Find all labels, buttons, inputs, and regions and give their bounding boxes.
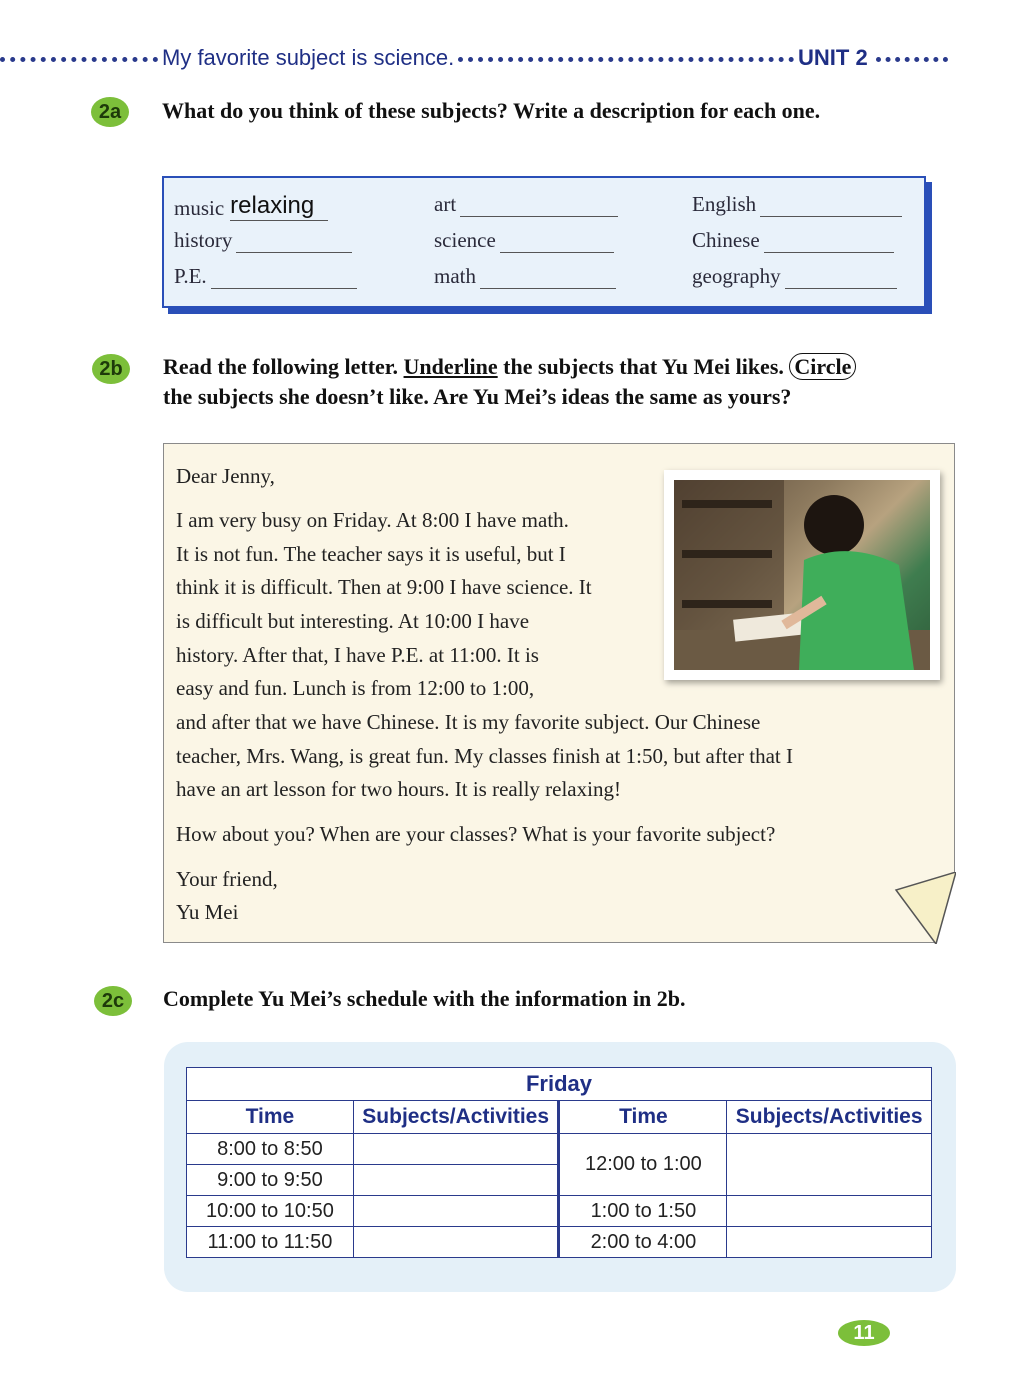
subject-input-cell[interactable] bbox=[353, 1227, 559, 1258]
section-badge-2c: 2c bbox=[94, 986, 132, 1016]
letter-line: and after that we have Chinese. It is my favorite subject. Our Chinese bbox=[176, 710, 761, 734]
subject-english: English bbox=[692, 192, 902, 217]
letter-signature: Yu Mei bbox=[176, 900, 239, 924]
subject-math: math bbox=[434, 264, 616, 289]
answer-line-science[interactable] bbox=[500, 230, 614, 253]
subject-input-cell[interactable] bbox=[353, 1165, 559, 1196]
answer-line-geography[interactable] bbox=[785, 266, 897, 289]
letter-closing: Your friend, bbox=[176, 867, 278, 891]
answer-line-history[interactable] bbox=[236, 230, 352, 253]
subject-input-cell[interactable] bbox=[727, 1134, 932, 1196]
header-dots-right bbox=[876, 57, 948, 62]
photo-frame bbox=[664, 470, 940, 680]
instruction-2a: What do you think of these subjects? Write a description for each one. bbox=[162, 98, 821, 123]
header-time-left: Time bbox=[187, 1101, 354, 1134]
subject-chinese: Chinese bbox=[692, 228, 894, 253]
time-cell: 11:00 to 11:50 bbox=[187, 1227, 354, 1258]
letter-greeting: Dear Jenny, bbox=[176, 464, 275, 488]
header-unit: UNIT 2 bbox=[798, 45, 868, 70]
letter-question: How about you? When are your classes? What is your favorite subject? bbox=[176, 822, 776, 846]
subject-geography: geography bbox=[692, 264, 897, 289]
section-badge-2a: 2a bbox=[91, 97, 129, 127]
letter-line: easy and fun. Lunch is from 12:00 to 1:00, bbox=[176, 676, 535, 700]
instruction-2c: Complete Yu Mei’s schedule with the information in 2b. bbox=[163, 986, 686, 1011]
schedule-table bbox=[186, 1067, 932, 1258]
subject-art: art bbox=[434, 192, 618, 217]
letter-line: It is not fun. The teacher says it is useful, but I bbox=[176, 542, 566, 566]
subject-input-cell[interactable] bbox=[353, 1134, 559, 1165]
instruction-2b: Read the following letter. Underline the subjects that Yu Mei likes. Circle the subjects she doesn’t like. Are Yu Mei’s ideas the same as yours? bbox=[163, 352, 856, 412]
answer-line-art[interactable] bbox=[460, 194, 618, 217]
time-cell: 1:00 to 1:50 bbox=[559, 1196, 727, 1227]
subject-input-cell[interactable] bbox=[353, 1196, 559, 1227]
time-cell: 2:00 to 4:00 bbox=[559, 1227, 727, 1258]
subject-pe: P.E. bbox=[174, 264, 357, 289]
time-cell: 9:00 to 9:50 bbox=[187, 1165, 354, 1196]
subject-science: science bbox=[434, 228, 614, 253]
time-cell: 10:00 to 10:50 bbox=[187, 1196, 354, 1227]
answer-line-english[interactable] bbox=[760, 194, 902, 217]
header-dots-left bbox=[0, 57, 158, 62]
photo-illustration bbox=[674, 480, 930, 670]
answer-line-pe[interactable] bbox=[211, 266, 357, 289]
header-time-right: Time bbox=[559, 1101, 727, 1134]
page-number: 11 bbox=[838, 1320, 890, 1346]
header-subjects-right: Subjects/Activities bbox=[727, 1101, 932, 1134]
subject-input-cell[interactable] bbox=[727, 1196, 932, 1227]
underline-word: Underline bbox=[403, 354, 498, 379]
subject-music: music relaxing bbox=[174, 192, 328, 221]
subject-description-box bbox=[162, 176, 926, 308]
letter-line: have an art lesson for two hours. It is really relaxing! bbox=[176, 777, 621, 801]
header-title: My favorite subject is science. bbox=[162, 45, 455, 70]
circle-word: Circle bbox=[789, 353, 856, 380]
letter-line: history. After that, I have P.E. at 11:00. It is bbox=[176, 643, 539, 667]
subject-input-cell[interactable] bbox=[727, 1227, 932, 1258]
page-fold-corner bbox=[894, 872, 956, 944]
answer-music[interactable]: relaxing bbox=[230, 192, 328, 221]
letter-line: is difficult but interesting. At 10:00 I have bbox=[176, 609, 530, 633]
section-badge-2b: 2b bbox=[92, 354, 130, 384]
letter-line: teacher, Mrs. Wang, is great fun. My classes finish at 1:50, but after that I bbox=[176, 744, 793, 768]
letter-line: I am very busy on Friday. At 8:00 I have math. bbox=[176, 508, 569, 532]
answer-line-chinese[interactable] bbox=[764, 230, 894, 253]
letter-card bbox=[163, 443, 955, 943]
time-cell: 8:00 to 8:50 bbox=[187, 1134, 354, 1165]
letter-line: think it is difficult. Then at 9:00 I have science. It bbox=[176, 575, 592, 599]
schedule-day: Friday bbox=[187, 1068, 932, 1101]
header-subjects-left: Subjects/Activities bbox=[353, 1101, 559, 1134]
photo-girl-writing bbox=[674, 480, 930, 670]
header-dots-middle bbox=[458, 57, 794, 62]
answer-line-math[interactable] bbox=[480, 266, 616, 289]
subject-history: history bbox=[174, 228, 352, 253]
time-cell: 12:00 to 1:00 bbox=[559, 1134, 727, 1196]
